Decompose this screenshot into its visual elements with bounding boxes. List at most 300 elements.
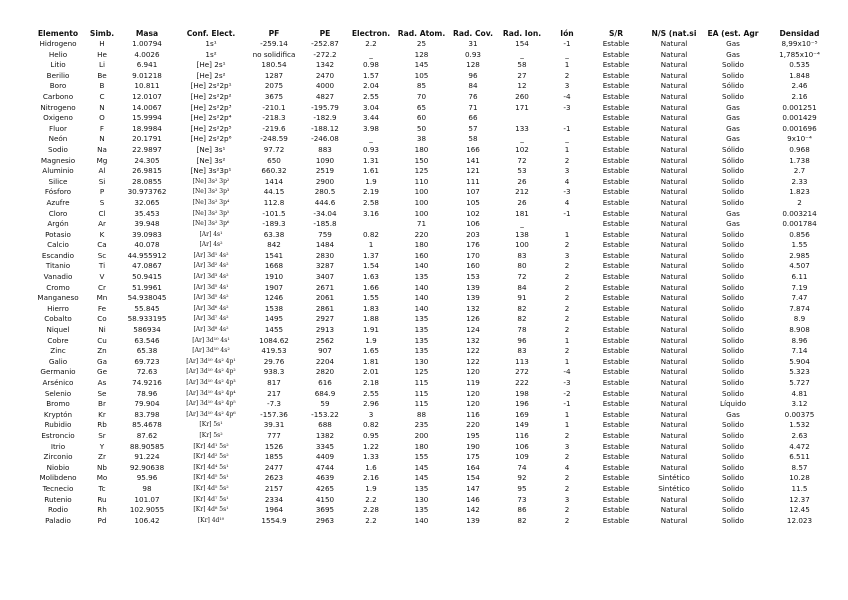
table-cell[interactable]: Rodio <box>47 505 69 515</box>
table-cell[interactable]: Estable <box>602 102 630 112</box>
table-cell[interactable]: 2 <box>564 325 570 335</box>
table-cell[interactable]: 125 <box>414 367 429 377</box>
table-cell[interactable]: Natural <box>660 409 688 419</box>
table-cell[interactable]: 39.31 <box>263 420 285 430</box>
table-cell[interactable]: [Ne] 3s²3p¹ <box>190 166 232 176</box>
table-cell[interactable]: 63.38 <box>263 229 285 239</box>
column-header[interactable]: Rad. Cov. <box>453 29 493 38</box>
table-cell[interactable]: 140 <box>414 303 429 313</box>
table-cell[interactable]: 125 <box>414 166 429 176</box>
table-cell[interactable]: 1.9 <box>365 483 377 493</box>
table-cell[interactable]: Escandio <box>41 250 75 260</box>
table-cell[interactable]: 1.63 <box>362 272 379 282</box>
table-cell[interactable]: 2.28 <box>362 505 379 515</box>
table-cell[interactable]: Solido <box>722 303 744 313</box>
table-cell[interactable]: 83 <box>517 250 527 260</box>
table-cell[interactable]: Natural <box>660 314 688 324</box>
table-cell[interactable]: -4 <box>563 367 571 377</box>
table-cell[interactable]: Sólido <box>722 155 744 165</box>
table-cell[interactable]: Estable <box>602 113 630 123</box>
table-cell[interactable]: 203 <box>466 229 480 239</box>
column-header[interactable]: Conf. Elect. <box>186 29 236 38</box>
table-cell[interactable]: Estable <box>602 39 630 48</box>
table-cell[interactable]: B <box>99 81 105 91</box>
table-cell[interactable]: _ <box>565 49 569 59</box>
table-cell[interactable]: Natural <box>660 325 688 335</box>
table-cell[interactable]: 4000 <box>315 81 335 91</box>
table-cell[interactable]: 1.532 <box>789 420 810 430</box>
table-cell[interactable]: Helio <box>48 49 68 59</box>
table-cell[interactable]: 2623 <box>264 473 284 483</box>
table-cell[interactable]: _ <box>565 134 569 144</box>
table-cell[interactable]: [Ne] 3s¹ <box>196 144 226 154</box>
table-cell[interactable]: Boro <box>49 81 67 91</box>
table-cell[interactable]: Solido <box>722 494 744 504</box>
table-cell[interactable]: 1,785x10⁻⁴ <box>779 49 820 59</box>
table-cell[interactable]: 3 <box>368 409 374 419</box>
table-cell[interactable]: Estable <box>602 420 630 430</box>
table-cell[interactable]: Natural <box>660 515 688 525</box>
table-cell[interactable]: 109 <box>515 452 529 462</box>
table-cell[interactable]: 0.001429 <box>782 113 817 123</box>
table-cell[interactable]: Solido <box>722 388 744 398</box>
table-cell[interactable]: Estable <box>602 197 630 207</box>
table-cell[interactable]: Solido <box>722 176 744 186</box>
table-cell[interactable]: [Ar] 3d² 4s² <box>193 262 229 270</box>
table-cell[interactable]: 3407 <box>315 272 335 282</box>
table-cell[interactable]: 44.15 <box>263 187 285 197</box>
table-cell[interactable]: 3 <box>564 166 570 176</box>
table-cell[interactable]: 2 <box>564 293 570 303</box>
table-cell[interactable]: Natural <box>660 272 688 282</box>
table-cell[interactable]: 84 <box>517 282 527 292</box>
table-cell[interactable]: 130 <box>414 356 429 366</box>
table-cell[interactable]: [Ar] 3d³ 4s² <box>193 273 229 281</box>
table-cell[interactable]: [He] 2s²2p¹ <box>190 81 232 91</box>
table-cell[interactable]: 1 <box>564 60 570 70</box>
table-cell[interactable]: Bromo <box>46 399 70 409</box>
table-cell[interactable]: Rb <box>97 420 107 430</box>
table-cell[interactable]: 2.96 <box>362 399 379 409</box>
table-cell[interactable]: [He] 2s¹ <box>196 60 226 70</box>
table-cell[interactable]: Solido <box>722 515 744 525</box>
table-cell[interactable]: -7.3 <box>266 399 282 409</box>
table-cell[interactable]: Y <box>99 441 105 451</box>
table-cell[interactable]: no solidifica <box>252 49 296 59</box>
table-cell[interactable]: Solido <box>722 473 744 483</box>
table-cell[interactable]: 2.01 <box>362 367 379 377</box>
table-cell[interactable]: 110 <box>414 176 429 186</box>
table-cell[interactable]: 91.224 <box>134 452 160 462</box>
table-cell[interactable]: Estable <box>602 123 630 133</box>
table-cell[interactable]: 9x10⁻⁴ <box>787 134 812 144</box>
table-cell[interactable]: Solido <box>722 367 744 377</box>
table-cell[interactable]: 44.955912 <box>127 250 167 260</box>
table-cell[interactable]: Mg <box>96 155 108 165</box>
table-cell[interactable]: 260 <box>515 91 529 101</box>
table-cell[interactable]: Fe <box>97 303 107 313</box>
table-cell[interactable]: 2157 <box>264 483 284 493</box>
table-cell[interactable]: 1495 <box>264 314 284 324</box>
table-cell[interactable]: Estable <box>602 483 630 493</box>
table-cell[interactable]: 78.96 <box>136 388 158 398</box>
table-cell[interactable]: Estable <box>602 261 630 271</box>
table-cell[interactable]: 1.823 <box>789 187 810 197</box>
table-cell[interactable]: 2 <box>564 452 570 462</box>
table-cell[interactable]: 2.2 <box>365 494 377 504</box>
table-cell[interactable]: 2 <box>797 197 802 207</box>
table-cell[interactable]: 10.811 <box>134 81 160 91</box>
table-cell[interactable]: Manganeso <box>37 293 79 303</box>
table-cell[interactable]: 132 <box>466 335 480 345</box>
table-cell[interactable]: 2 <box>564 346 570 356</box>
table-cell[interactable]: 0.001696 <box>782 123 817 133</box>
table-cell[interactable]: [Ar] 3d¹⁰ 4s¹ <box>192 336 230 344</box>
table-cell[interactable]: Na <box>97 144 107 154</box>
table-cell[interactable]: 1.66 <box>362 282 379 292</box>
table-cell[interactable]: 222 <box>515 378 529 387</box>
table-cell[interactable]: -2 <box>563 388 571 398</box>
table-cell[interactable]: -219.6 <box>262 123 286 133</box>
table-cell[interactable]: 181 <box>515 208 529 218</box>
table-cell[interactable]: [Ar] 3d¹⁰ 4s² <box>192 347 230 355</box>
table-cell[interactable]: 38 <box>416 134 427 144</box>
table-cell[interactable]: Gas <box>726 208 740 218</box>
table-cell[interactable]: 4744 <box>315 462 335 472</box>
table-cell[interactable]: 100 <box>414 187 429 197</box>
table-cell[interactable]: He <box>97 49 107 59</box>
table-cell[interactable]: Natural <box>660 166 688 176</box>
table-cell[interactable]: 98 <box>142 483 152 493</box>
table-cell[interactable]: 82 <box>517 303 527 313</box>
table-cell[interactable]: 444.6 <box>314 197 336 207</box>
table-cell[interactable]: 132 <box>466 303 480 313</box>
table-cell[interactable]: 1 <box>564 409 570 419</box>
table-cell[interactable]: 2963 <box>315 515 335 525</box>
table-cell[interactable]: Gas <box>726 134 740 144</box>
table-cell[interactable]: [Ar] 3d⁶ 4s² <box>193 304 229 312</box>
table-cell[interactable]: Estable <box>602 399 630 409</box>
table-cell[interactable]: 1.55 <box>791 240 808 250</box>
table-cell[interactable]: 3287 <box>315 261 335 271</box>
table-cell[interactable]: 684.9 <box>314 388 336 398</box>
table-cell[interactable]: 1554.9 <box>261 515 287 525</box>
table-cell[interactable]: Solido <box>722 325 744 335</box>
table-cell[interactable]: 1.88 <box>362 314 379 324</box>
table-cell[interactable]: 169 <box>515 409 529 419</box>
table-cell[interactable]: 50 <box>416 123 427 133</box>
table-cell[interactable]: 72 <box>517 155 527 165</box>
table-cell[interactable]: Estable <box>602 367 630 377</box>
table-cell[interactable]: 1.9 <box>365 335 377 345</box>
table-cell[interactable]: 1246 <box>264 293 284 303</box>
table-cell[interactable]: 135 <box>414 325 429 335</box>
table-cell[interactable]: Estable <box>602 303 630 313</box>
table-cell[interactable]: [Kr] 4d⁵ 5s¹ <box>193 474 229 482</box>
table-cell[interactable]: [Kr] 5s² <box>199 431 223 439</box>
table-cell[interactable]: Natural <box>660 39 688 48</box>
table-cell[interactable]: _ <box>520 219 524 229</box>
table-cell[interactable]: 66 <box>468 113 478 123</box>
table-cell[interactable]: Estable <box>602 155 630 165</box>
table-cell[interactable]: -210.1 <box>262 102 286 112</box>
table-cell[interactable]: 2830 <box>315 250 335 260</box>
table-cell[interactable]: 0.93 <box>362 144 379 154</box>
table-cell[interactable]: Solido <box>722 70 744 80</box>
table-cell[interactable]: 1342 <box>315 60 335 70</box>
table-cell[interactable]: 35.453 <box>134 208 160 218</box>
table-cell[interactable]: 92 <box>517 473 527 483</box>
table-cell[interactable] <box>547 113 587 124</box>
table-cell[interactable]: 120 <box>466 367 480 377</box>
table-cell[interactable]: 1.33 <box>362 452 379 462</box>
table-cell[interactable]: 55.845 <box>134 303 160 313</box>
table-cell[interactable]: 2.63 <box>791 430 808 440</box>
table-cell[interactable]: 1.81 <box>362 356 379 366</box>
table-cell[interactable]: 100 <box>515 240 529 250</box>
table-cell[interactable]: 58.933195 <box>127 314 167 324</box>
table-cell[interactable]: 141 <box>466 155 480 165</box>
table-cell[interactable]: Gas <box>726 49 740 59</box>
table-cell[interactable]: 180 <box>414 441 429 451</box>
table-cell[interactable]: 95 <box>517 483 527 493</box>
table-cell[interactable]: 220 <box>414 229 429 239</box>
table-cell[interactable]: [Ar] 3d¹⁰ 4s² 4p⁶ <box>186 410 236 418</box>
table-cell[interactable]: Al <box>98 166 106 176</box>
table-cell[interactable]: 3 <box>564 81 570 91</box>
table-cell[interactable]: 25 <box>416 39 427 48</box>
table-cell[interactable]: Molibdeno <box>39 473 77 483</box>
table-cell[interactable]: 58 <box>517 60 527 70</box>
table-cell[interactable]: 2.985 <box>789 250 810 260</box>
table-cell[interactable]: 1.65 <box>362 346 379 356</box>
table-cell[interactable]: 2334 <box>264 494 284 504</box>
column-header[interactable]: PF <box>268 29 280 38</box>
table-cell[interactable]: 135 <box>414 314 429 324</box>
column-header[interactable]: Ión <box>560 29 574 38</box>
table-cell[interactable]: 12.45 <box>789 505 810 515</box>
table-cell[interactable]: 149 <box>515 420 529 430</box>
table-cell[interactable]: _ <box>369 49 373 59</box>
table-cell[interactable]: 30.973762 <box>127 187 167 197</box>
table-cell[interactable]: Ar <box>98 219 106 229</box>
table-cell[interactable]: 1668 <box>264 261 284 271</box>
table-cell[interactable]: 15.9994 <box>132 113 162 123</box>
table-cell[interactable]: 1.61 <box>362 166 379 176</box>
table-cell[interactable]: 235 <box>414 420 429 430</box>
table-cell[interactable]: O <box>99 113 105 123</box>
table-cell[interactable]: 50.9415 <box>132 272 162 282</box>
table-cell[interactable]: 3.04 <box>362 102 379 112</box>
table-cell[interactable]: Solido <box>722 229 744 239</box>
table-cell[interactable]: N <box>99 102 105 112</box>
table-cell[interactable]: Estable <box>602 409 630 419</box>
table-cell[interactable]: Berilio <box>46 70 70 80</box>
table-cell[interactable]: Estable <box>602 166 630 176</box>
table-cell[interactable]: -34.04 <box>313 208 337 218</box>
table-cell[interactable]: 140 <box>414 293 429 303</box>
table-cell[interactable]: Niquel <box>46 325 70 335</box>
table-cell[interactable]: [Kr] 4d⁷ 5s¹ <box>193 495 229 503</box>
table-cell[interactable]: [Kr] 4d⁴ 5s¹ <box>193 463 229 471</box>
table-cell[interactable]: 28.0855 <box>132 176 162 186</box>
table-cell[interactable] <box>348 219 394 230</box>
table-cell[interactable]: 40.078 <box>134 240 160 250</box>
table-cell[interactable]: 160 <box>414 250 429 260</box>
table-cell[interactable]: 74.9216 <box>132 378 162 387</box>
table-cell[interactable]: 83 <box>517 346 527 356</box>
table-cell[interactable]: 759 <box>318 229 332 239</box>
table-cell[interactable]: 95.96 <box>136 473 158 483</box>
table-cell[interactable]: 6.511 <box>789 452 810 462</box>
table-cell[interactable]: -3 <box>563 187 571 197</box>
table-cell[interactable]: 3.12 <box>791 399 808 409</box>
table-cell[interactable]: Solido <box>722 483 744 493</box>
table-cell[interactable]: 1.37 <box>362 250 379 260</box>
table-cell[interactable]: 69.723 <box>134 356 160 366</box>
table-cell[interactable]: 74 <box>517 462 527 472</box>
table-cell[interactable]: 72.63 <box>136 367 158 377</box>
table-cell[interactable]: H <box>99 39 105 48</box>
table-cell[interactable]: Sc <box>97 250 107 260</box>
table-cell[interactable]: 4409 <box>315 452 335 462</box>
table-cell[interactable]: 1 <box>564 356 570 366</box>
table-cell[interactable]: Co <box>97 314 107 324</box>
table-cell[interactable]: Argón <box>47 219 69 229</box>
table-cell[interactable]: 106.42 <box>134 515 160 525</box>
table-cell[interactable]: 200 <box>414 430 429 440</box>
table-cell[interactable]: Neón <box>48 134 68 144</box>
table-cell[interactable]: Ga <box>97 356 107 366</box>
table-cell[interactable]: 4150 <box>315 494 335 504</box>
table-cell[interactable]: Mo <box>96 473 108 483</box>
table-cell[interactable]: [He] 2s²2p⁴ <box>190 113 232 123</box>
table-cell[interactable]: Natural <box>660 240 688 250</box>
table-cell[interactable]: 9.01218 <box>132 70 162 80</box>
table-cell[interactable]: 2 <box>564 70 570 80</box>
table-cell[interactable]: 0.001251 <box>782 102 817 112</box>
table-cell[interactable]: _ <box>520 134 524 144</box>
table-cell[interactable]: 105 <box>414 70 429 80</box>
table-cell[interactable]: K <box>99 229 105 239</box>
table-cell[interactable]: Sr <box>98 430 106 440</box>
table-cell[interactable]: 65.38 <box>136 346 158 356</box>
table-cell[interactable]: Estable <box>602 441 630 451</box>
table-cell[interactable]: 115 <box>414 399 429 409</box>
table-cell[interactable]: [Ar] 3d⁵ 4s¹ <box>193 283 229 291</box>
table-cell[interactable]: 47.0867 <box>132 261 162 271</box>
table-cell[interactable]: As <box>97 378 107 387</box>
table-cell[interactable]: Líquido <box>719 399 747 409</box>
table-cell[interactable]: 419.53 <box>261 346 287 356</box>
table-cell[interactable]: Gas <box>726 219 740 229</box>
table-cell[interactable]: [Kr] 4d¹ 5s² <box>193 442 229 450</box>
table-cell[interactable]: 1.848 <box>789 70 810 80</box>
table-cell[interactable]: [Kr] 4d⁵ 5s² <box>193 484 229 492</box>
table-cell[interactable]: 135 <box>414 505 429 515</box>
table-cell[interactable]: 196 <box>515 399 529 409</box>
table-cell[interactable]: Estable <box>602 505 630 515</box>
table-cell[interactable]: 54.938045 <box>127 293 167 303</box>
table-cell[interactable]: 154 <box>515 39 529 48</box>
table-cell[interactable]: 70 <box>416 91 427 101</box>
table-cell[interactable]: 1.31 <box>362 155 379 165</box>
table-cell[interactable]: S <box>99 197 105 207</box>
table-cell[interactable]: Hierro <box>47 303 69 313</box>
table-cell[interactable]: [Kr] 4d¹⁰ <box>197 516 225 524</box>
table-cell[interactable]: 2927 <box>315 314 335 324</box>
table-cell[interactable]: 102.9055 <box>129 505 165 515</box>
table-cell[interactable]: 128 <box>466 60 480 70</box>
table-cell[interactable]: Solido <box>722 452 744 462</box>
table-cell[interactable]: Gas <box>726 102 740 112</box>
table-cell[interactable]: [Ne] 3s² 3p² <box>192 177 230 185</box>
table-cell[interactable]: 39.0983 <box>132 229 162 239</box>
table-cell[interactable]: Estable <box>602 81 630 91</box>
table-cell[interactable]: 106 <box>515 441 529 451</box>
table-cell[interactable]: 83.798 <box>134 409 160 419</box>
table-cell[interactable]: 1 <box>564 335 570 345</box>
table-cell[interactable]: 3.44 <box>362 113 379 123</box>
table-cell[interactable]: Solido <box>722 197 744 207</box>
table-cell[interactable]: 2562 <box>315 335 335 345</box>
table-cell[interactable]: 777 <box>267 430 281 440</box>
table-cell[interactable]: 85.4678 <box>132 420 162 430</box>
table-cell[interactable]: 79.904 <box>134 399 160 409</box>
table-cell[interactable]: 907 <box>318 346 332 356</box>
table-cell[interactable]: Kryptón <box>43 409 73 419</box>
table-cell[interactable]: 2.19 <box>362 187 379 197</box>
table-cell[interactable]: 153 <box>466 272 480 282</box>
table-cell[interactable]: -246.08 <box>311 134 339 144</box>
table-cell[interactable]: 1964 <box>264 505 284 515</box>
table-cell[interactable]: 4 <box>564 176 570 186</box>
table-cell[interactable]: Li <box>98 60 105 70</box>
table-cell[interactable]: [Ne] 3s² 3p³ <box>192 188 230 196</box>
table-cell[interactable]: 22.9897 <box>132 144 162 154</box>
table-cell[interactable]: 660.32 <box>261 166 287 176</box>
table-cell[interactable]: 71 <box>468 102 478 112</box>
table-cell[interactable]: Ge <box>97 367 107 377</box>
table-cell[interactable]: Galio <box>48 356 68 366</box>
table-cell[interactable]: Estable <box>602 378 630 387</box>
table-cell[interactable]: Estable <box>602 314 630 324</box>
table-cell[interactable]: 2061 <box>315 293 335 303</box>
table-cell[interactable]: 86 <box>517 505 527 515</box>
table-cell[interactable]: 1382 <box>315 430 335 440</box>
table-cell[interactable]: F <box>99 123 105 133</box>
table-cell[interactable]: 1526 <box>264 441 284 451</box>
table-cell[interactable]: 1.00794 <box>132 39 162 48</box>
table-cell[interactable]: 0.82 <box>362 420 379 430</box>
table-cell[interactable]: 2913 <box>315 325 335 335</box>
table-cell[interactable]: [Ar] 3d¹⁰ 4s² 4p⁴ <box>186 389 236 397</box>
table-cell[interactable]: [Kr] 4d² 5s² <box>193 453 229 461</box>
table-cell[interactable]: 164 <box>466 462 480 472</box>
table-cell[interactable]: 1455 <box>264 325 284 335</box>
table-cell[interactable]: 20.1791 <box>132 134 162 144</box>
table-cell[interactable]: [He] 2s²2p³ <box>190 102 232 112</box>
table-cell[interactable]: Estable <box>602 208 630 218</box>
table-cell[interactable]: 128 <box>414 49 429 59</box>
table-cell[interactable]: Natural <box>660 70 688 80</box>
table-cell[interactable]: Solido <box>722 282 744 292</box>
table-cell[interactable]: Calcio <box>47 240 69 250</box>
column-header[interactable]: S/R <box>608 29 624 38</box>
table-cell[interactable]: Solido <box>722 356 744 366</box>
table-cell[interactable]: 1 <box>564 420 570 430</box>
table-cell[interactable]: Estable <box>602 388 630 398</box>
